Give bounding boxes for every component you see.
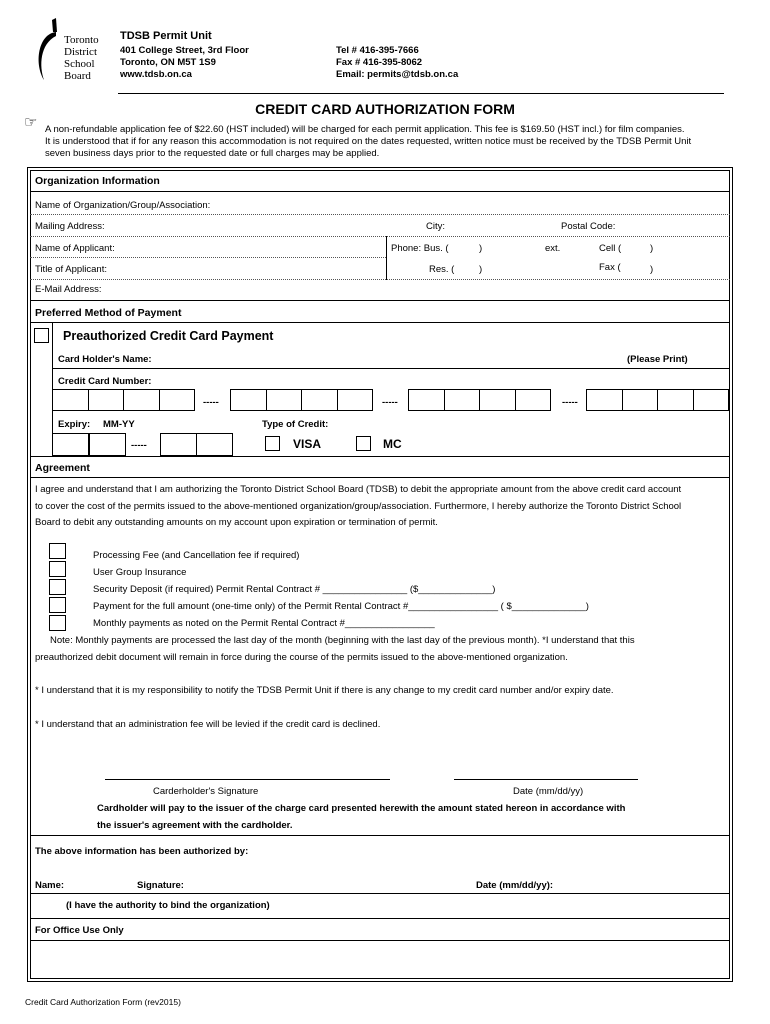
expiry-dash: -----: [131, 440, 147, 451]
full-payment-label: Payment for the full amount (one-time only) of the Permit Rental Contract #_________________ ( $______________): [93, 601, 589, 612]
payment-heading: Preferred Method of Payment: [35, 307, 182, 319]
phone-res-close: ): [479, 264, 483, 275]
card-number-digit-cell[interactable]: [408, 389, 445, 411]
agreement-text-2: to cover the cost of the permits issued to the above-mentioned organization/group/association. Furthermore, I hereby authorize the Toronto District School: [35, 501, 682, 512]
card-number-digit-cell[interactable]: [657, 389, 694, 411]
office-use-divider: [30, 940, 730, 941]
logo-word: Board: [64, 70, 91, 82]
auth-name-label: Name:: [35, 880, 65, 891]
email-label: E-Mail Address:: [35, 284, 102, 295]
security-deposit-label: Security Deposit (if required) Permit Rental Contract # ________________ ($______________): [93, 584, 496, 595]
card-number-digit-cell[interactable]: [693, 389, 730, 411]
expiry-format: MM-YY: [103, 419, 135, 430]
monthly-payments-label: Monthly payments as noted on the Permit Rental Contract #_________________: [93, 618, 435, 629]
agreement-section-bottom: [30, 835, 730, 836]
security-deposit-checkbox[interactable]: [49, 579, 66, 595]
monthly-payments-checkbox[interactable]: [49, 615, 66, 631]
signature-date-label: Date (mm/dd/yy): [513, 786, 584, 797]
expiry-digit-cell[interactable]: [160, 433, 197, 456]
card-number-digit-cell[interactable]: [479, 389, 516, 411]
tdsb-logo-mark: [30, 14, 62, 86]
website: www.tdsb.on.ca: [120, 69, 192, 80]
card-holder-field[interactable]: [52, 368, 730, 369]
address-line-2: Toronto, ON M5T 1S9: [120, 57, 216, 68]
issuer-statement-1: Cardholder will pay to the issuer of the charge card presented herewith the amount stated hereon in accordance with: [97, 803, 626, 814]
card-number-label: Credit Card Number:: [58, 376, 152, 387]
auth-signature-label: Signature:: [137, 880, 184, 891]
intro-line-2: It is understood that if for any reason this accommodation is not required on the dates requested, written notice must be received by the TDSB Permit Unit: [45, 136, 692, 147]
ext-label: ext.: [545, 243, 561, 254]
org-heading-divider: [30, 191, 730, 192]
credit-type-label: Type of Credit:: [262, 419, 329, 430]
visa-checkbox[interactable]: [265, 436, 280, 451]
cardholder-signature-label: Carderholder's Signature: [153, 786, 259, 797]
address-line-1: 401 College Street, 3rd Floor: [120, 45, 249, 56]
monthly-note-1: Note: Monthly payments are processed the last day of the month (beginning with the last day of the previous month). *I understand that this: [50, 635, 635, 646]
mailing-address-label: Mailing Address:: [35, 221, 105, 232]
card-number-digit-cell[interactable]: [586, 389, 623, 411]
card-number-digit-cell[interactable]: [230, 389, 267, 411]
postal-code-label: Postal Code:: [561, 221, 616, 232]
intro-line-3: seven business days prior to the requested date or full charges may be applied.: [45, 148, 380, 159]
processing-fee-checkbox[interactable]: [49, 543, 66, 559]
auth-name-field[interactable]: [30, 893, 730, 894]
expiry-digit-cell[interactable]: [89, 433, 126, 456]
form-footer: Credit Card Authorization Form (rev2015): [25, 997, 181, 1007]
cell-close: ): [650, 243, 654, 254]
card-number-digit-cell[interactable]: [159, 389, 196, 411]
cardholder-signature-field[interactable]: [105, 779, 390, 780]
phone-res-label: Res. (: [429, 264, 455, 275]
payment-heading-divider: [30, 322, 730, 323]
phone-bus-close: ): [479, 243, 483, 254]
signature-date-field[interactable]: [454, 779, 638, 780]
card-number-digit-cell[interactable]: [88, 389, 125, 411]
agreement-text-1: I agree and understand that I am authorizing the Toronto District School Board (TDSB) to debit the appropriate amount from the above credit card account: [35, 484, 682, 495]
notify-statement: * I understand that it is my responsibility to notify the TDSB Permit Unit if there is any change to my credit card number and/or expiry date.: [35, 685, 614, 696]
logo-word: Toronto: [64, 34, 99, 46]
auth-date-label: Date (mm/dd/yy):: [476, 880, 554, 891]
card-number-digit-cell[interactable]: [444, 389, 481, 411]
permit-unit-name: TDSB Permit Unit: [120, 30, 212, 42]
authority-statement: (I have the authority to bind the organization): [66, 900, 270, 911]
org-name-label: Name of Organization/Group/Association:: [35, 200, 211, 211]
fax-label: Fax (: [599, 262, 621, 273]
mc-checkbox[interactable]: [356, 436, 371, 451]
phone-divider: [386, 236, 387, 280]
pointing-hand-icon: ☞: [24, 114, 38, 131]
tdsb-logo: [30, 14, 100, 86]
card-number-digit-cell[interactable]: [266, 389, 303, 411]
applicant-title-field[interactable]: [30, 279, 730, 280]
mc-label: MC: [383, 437, 402, 451]
fax: Fax # 416-395-8062: [336, 57, 423, 68]
org-name-field[interactable]: [30, 214, 730, 215]
city-label: City:: [426, 221, 445, 232]
card-number-digit-cell[interactable]: [52, 389, 89, 411]
visa-label: VISA: [293, 437, 322, 451]
card-holder-label: Card Holder's Name:: [58, 354, 152, 365]
expiry-label: Expiry:: [58, 419, 91, 430]
payment-section-bottom: [30, 456, 730, 457]
insurance-checkbox[interactable]: [49, 561, 66, 577]
agreement-heading: Agreement: [35, 462, 90, 474]
card-number-dash: -----: [382, 397, 398, 408]
preauthorized-option-label: Preauthorized Credit Card Payment: [63, 329, 274, 343]
admin-fee-statement: * I understand that an administration fee will be levied if the credit card is declined.: [35, 719, 381, 730]
insurance-label: User Group Insurance: [93, 567, 187, 578]
card-number-dash: -----: [203, 397, 219, 408]
please-print-label: (Please Print): [627, 354, 688, 365]
card-number-digit-cell[interactable]: [123, 389, 160, 411]
authorized-section-bottom: [30, 918, 730, 919]
office-use-heading: For Office Use Only: [35, 925, 124, 936]
logo-word: School: [64, 58, 95, 70]
form-title: CREDIT CARD AUTHORIZATION FORM: [255, 101, 515, 117]
telephone: Tel # 416-395-7666: [336, 45, 419, 56]
card-number-digit-cell[interactable]: [337, 389, 374, 411]
expiry-digit-cell[interactable]: [52, 433, 89, 456]
card-number-digit-cell[interactable]: [515, 389, 552, 411]
card-number-digit-cell[interactable]: [301, 389, 338, 411]
issuer-statement-2: the issuer's agreement with the cardholder.: [97, 820, 293, 831]
preauthorized-checkbox[interactable]: [34, 328, 49, 343]
header-divider: [118, 93, 724, 94]
email: Email: permits@tdsb.on.ca: [336, 69, 459, 80]
cell-label: Cell (: [599, 243, 622, 254]
mailing-address-field[interactable]: [30, 236, 730, 237]
applicant-title-label: Title of Applicant:: [35, 264, 107, 275]
expiry-digit-cell[interactable]: [196, 433, 233, 456]
phone-bus-label: Phone: Bus. (: [391, 243, 449, 254]
processing-fee-label: Processing Fee (and Cancellation fee if required): [93, 550, 300, 561]
logo-word: District: [64, 46, 97, 58]
fax-close: ): [650, 264, 654, 275]
authorized-heading: The above information has been authorized by:: [35, 846, 249, 857]
card-number-digit-cell[interactable]: [622, 389, 659, 411]
full-payment-checkbox[interactable]: [49, 597, 66, 613]
agreement-heading-divider: [30, 477, 730, 478]
intro-line-1: A non-refundable application fee of $22.60 (HST included) will be charged for each permit application. This fee is $169.50 (HST incl.) for film companies.: [45, 124, 685, 135]
applicant-name-field[interactable]: [30, 257, 386, 258]
card-number-dash: -----: [562, 397, 578, 408]
agreement-text-3: Board to debit any outstanding amounts on my account upon expiration or termination of permit.: [35, 517, 438, 528]
org-heading: Organization Information: [35, 175, 160, 187]
monthly-note-2: preauthorized debit document will remain in force during the course of the permits issued to the above-mentioned organization.: [35, 652, 568, 663]
org-section-bottom: [30, 300, 730, 301]
applicant-name-label: Name of Applicant:: [35, 243, 115, 254]
